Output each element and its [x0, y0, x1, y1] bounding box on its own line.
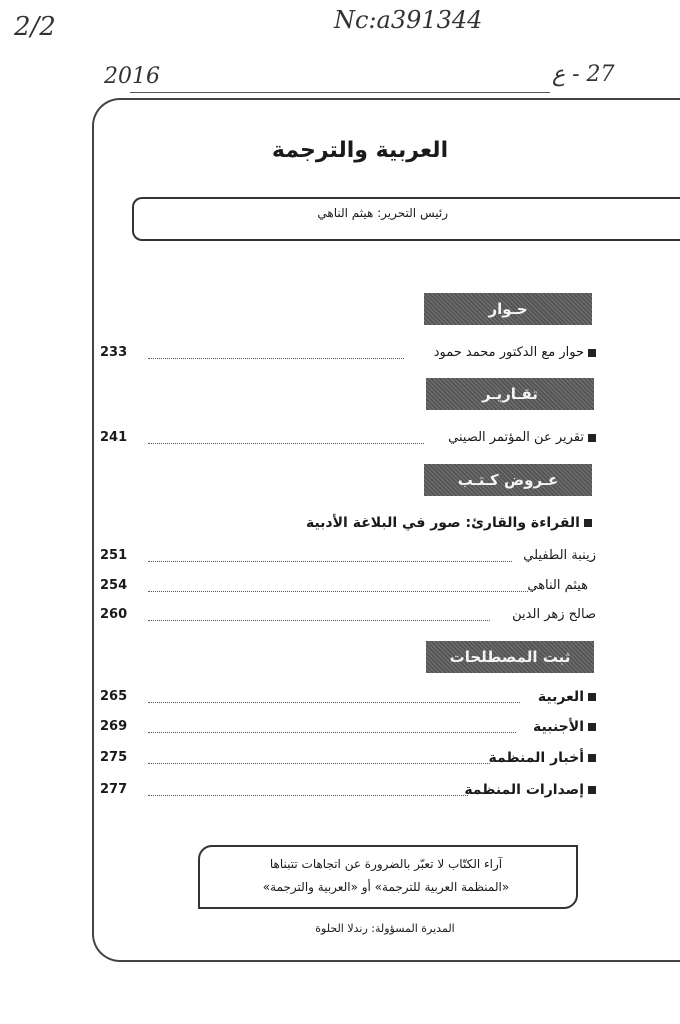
toc-entry-label: صالح زهر الدين: [512, 607, 596, 622]
toc-entry[interactable]: [100, 782, 596, 802]
toc-dot-leader: [148, 702, 520, 703]
handwritten-catalog-number: Nc:a391344: [334, 6, 483, 34]
bullet-icon: [584, 519, 592, 527]
toc-entry[interactable]: [100, 430, 596, 450]
section-heading-glossary: ثبت المصطلحات: [426, 641, 594, 673]
handwritten-issue: 27 - ع: [552, 62, 615, 87]
toc-entry-label: الأجنبية: [533, 719, 596, 735]
toc-dot-leader: [148, 795, 468, 796]
toc-entry-label: هيثم الناهي: [527, 578, 588, 593]
editor-in-chief: رئيس التحرير: هيثم الناهي: [317, 206, 448, 220]
toc-entry-label: أخبار المنظمة: [489, 750, 596, 766]
toc-page-number: 275: [100, 750, 128, 765]
toc-dot-leader: [148, 591, 528, 592]
toc-entry[interactable]: [100, 345, 596, 365]
journal-title: العربية والترجمة: [271, 138, 449, 163]
toc-dot-leader: [148, 443, 424, 444]
review-group-title: القراءة والقارئ: صور في البلاغة الأدبية: [306, 515, 592, 531]
handwritten-underline: [130, 92, 550, 93]
handwritten-year: 2016: [104, 64, 160, 89]
managing-director: المديرة المسؤولة: رندلا الحلوة: [315, 922, 455, 935]
toc-dot-leader: [148, 561, 512, 562]
toc-dot-leader: [148, 763, 490, 764]
toc-page-number: 233: [100, 345, 128, 360]
toc-entry[interactable]: [100, 719, 596, 739]
section-heading-book-reviews: عـروض كـتـب: [424, 464, 592, 496]
disclaimer-line-1: آراء الكتّاب لا تعبّر بالضرورة عن اتجاهات تتبناها: [269, 857, 503, 871]
toc-dot-leader: [148, 620, 490, 621]
toc-page-number: 251: [100, 548, 128, 563]
bullet-icon: [588, 723, 596, 731]
toc-entry[interactable]: [100, 750, 596, 770]
bullet-icon: [588, 786, 596, 794]
section-heading-reports: تقـاريـر: [426, 378, 594, 410]
toc-page-number: 265: [100, 689, 128, 704]
toc-entry-label: تقرير عن المؤتمر الصيني: [448, 430, 596, 445]
toc-entry[interactable]: [100, 578, 596, 598]
toc-entry-label: العربية: [538, 689, 596, 705]
bullet-icon: [588, 693, 596, 701]
toc-entry[interactable]: [100, 689, 596, 709]
toc-entry-label: زينبة الطفيلي: [523, 548, 596, 563]
bullet-icon: [588, 434, 596, 442]
toc-entry[interactable]: [100, 548, 596, 568]
toc-entry-label: حوار مع الدكتور محمد حمود: [434, 345, 596, 360]
disclaimer-line-2: «المنظمة العربية للترجمة» أو «العربية والترجمة»: [262, 880, 510, 894]
toc-page-number: 254: [100, 578, 128, 593]
toc-dot-leader: [148, 358, 404, 359]
bullet-icon: [588, 754, 596, 762]
toc-entry-label: إصدارات المنظمة: [464, 782, 596, 798]
disclaimer-box: [198, 845, 578, 909]
bullet-icon: [588, 349, 596, 357]
toc-dot-leader: [148, 732, 516, 733]
toc-page-number: 269: [100, 719, 128, 734]
toc-page-number: 241: [100, 430, 128, 445]
toc-page-number: 260: [100, 607, 128, 622]
section-heading-interview: حـوار: [424, 293, 592, 325]
handwritten-page-mark: 2/2: [14, 12, 56, 42]
toc-entry[interactable]: [100, 607, 596, 627]
toc-page-number: 277: [100, 782, 128, 797]
